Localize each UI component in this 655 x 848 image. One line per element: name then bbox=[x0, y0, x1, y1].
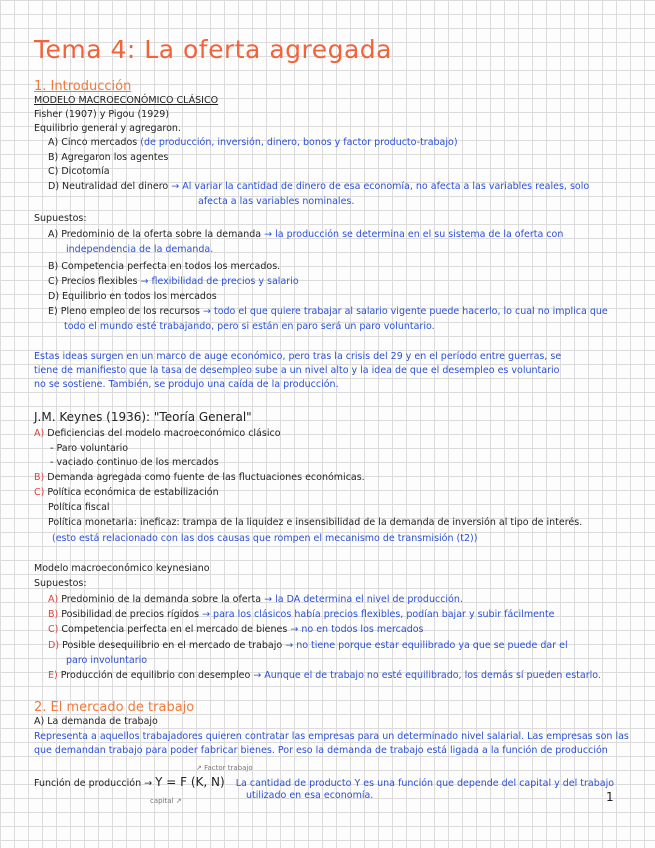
paragraph-line: Representa a aquellos trabajadores quieren contratar las empresas para un determinado nivel salarial. Las empresas son las bbox=[34, 731, 629, 742]
supuestos-label: Supuestos: bbox=[34, 578, 87, 589]
list-item: B) Posibilidad de precios rígidos → para los clásicos había precios flexibles, podían bajar y subir fácilmente bbox=[48, 609, 555, 620]
list-item-continuation: paro involuntario bbox=[66, 655, 148, 666]
factor-trabajo-note: ↗ Factor trabajo bbox=[196, 764, 253, 772]
list-item: B) Agregaron los agentes bbox=[48, 152, 169, 163]
paragraph-line: tiene de manifiesto que la tasa de desempleo sube a un nivel alto y la idea de que el desempleo es voluntario bbox=[34, 365, 560, 376]
section-heading-mercado-trabajo: 2. El mercado de trabajo bbox=[34, 700, 195, 715]
subheading-demanda-trabajo: A) La demanda de trabajo bbox=[34, 716, 158, 727]
list-item: C) Dicotomía bbox=[48, 166, 110, 177]
list-item-sub: Política fiscal bbox=[48, 502, 110, 513]
list-item: B) Competencia perfecta en todos los mercados. bbox=[48, 261, 281, 272]
list-item: E) Producción de equilibrio con desempleo → Aunque el de trabajo no esté equilibrado, los demás sí pueden estarlo. bbox=[48, 670, 601, 681]
model-title-keynesiano: Modelo macroeconómico keynesiano bbox=[34, 563, 210, 574]
list-item: A) Deficiencias del modelo macroeconómico clásico bbox=[34, 428, 281, 439]
list-item: C) Precios flexibles → flexibilidad de precios y salario bbox=[48, 276, 299, 287]
paragraph-line: no se sostiene. También, se produjo una caída de la producción. bbox=[34, 379, 339, 390]
list-item-sub: - Paro voluntario bbox=[50, 443, 129, 454]
list-item-continuation: todo el mundo esté trabajando, pero si están en paro será un paro voluntario. bbox=[64, 321, 435, 332]
capital-note: capital ↗ bbox=[150, 797, 182, 805]
supuestos-label: Supuestos: bbox=[34, 213, 87, 224]
page-title: Tema 4: La oferta agregada bbox=[34, 35, 392, 64]
list-item: D) Neutralidad del dinero → Al variar la cantidad de dinero de esa economía, no afecta a las variables reales, solo bbox=[48, 181, 590, 192]
list-item: A) Predominio de la oferta sobre la demanda → la producción se determina en el su sistema de la oferta con bbox=[48, 229, 564, 240]
list-item-sub: Política monetaria: ineficaz: trampa de la liquidez e insensibilidad de la demanda de inversión al tipo de interés. bbox=[48, 517, 583, 528]
list-item: C) Política económica de estabilización bbox=[34, 487, 219, 498]
equilibrium-line: Equilibrio general y agregaron. bbox=[34, 123, 181, 134]
list-item-continuation: independencia de la demanda. bbox=[66, 244, 214, 255]
list-item-note: (esto está relacionado con las dos causas que rompen el mecanismo de transmisión (t2)) bbox=[52, 533, 478, 544]
list-item: A) Cinco mercados (de producción, inversión, dinero, bonos y factor producto-trabajo) bbox=[48, 137, 458, 148]
list-item: D) Equilibrio en todos los mercados bbox=[48, 291, 217, 302]
list-item: B) Demanda agregada como fuente de las fluctuaciones económicas. bbox=[34, 472, 365, 483]
list-item-sub: - vaciado continuo de los mercados bbox=[50, 457, 219, 468]
function-line: Función de producción → Y = F (K, N) La cantidad de producto Y es una función que depende del capital y del trabajo bbox=[34, 775, 615, 789]
list-item: E) Pleno empleo de los recursos → todo el que quiere trabajar al salario vigente puede hacerlo, lo cual no implica que bbox=[48, 306, 608, 317]
model-title-clasico: MODELO MACROECONÓMICO CLÁSICO bbox=[34, 95, 219, 106]
list-item: A) Predominio de la demanda sobre la oferta → la DA determina el nivel de producción. bbox=[48, 594, 463, 605]
keynes-heading: J.M. Keynes (1936): "Teoría General" bbox=[34, 410, 252, 424]
list-item-continuation: afecta a las variables nominales. bbox=[198, 196, 355, 207]
section-heading-introduccion: 1. Introducción bbox=[34, 79, 132, 94]
list-item: D) Posible desequilibrio en el mercado de trabajo → no tiene porque estar equilibrado ya que se puede dar el bbox=[48, 640, 568, 651]
paragraph-line: Estas ideas surgen en un marco de auge económico, pero tras la crisis del 29 y en el período entre guerras, se bbox=[34, 351, 562, 362]
paragraph-line: que demandan trabajo para poder fabricar bienes. Por eso la demanda de trabajo está ligada a la función de producción bbox=[34, 745, 608, 756]
authors-line: Fisher (1907) y Pigou (1929) bbox=[34, 109, 170, 120]
page-number: 1 bbox=[606, 790, 614, 804]
function-note-continuation: utilizado en esa economía. bbox=[246, 790, 374, 801]
list-item: C) Competencia perfecta en el mercado de bienes → no en todos los mercados bbox=[48, 624, 424, 635]
